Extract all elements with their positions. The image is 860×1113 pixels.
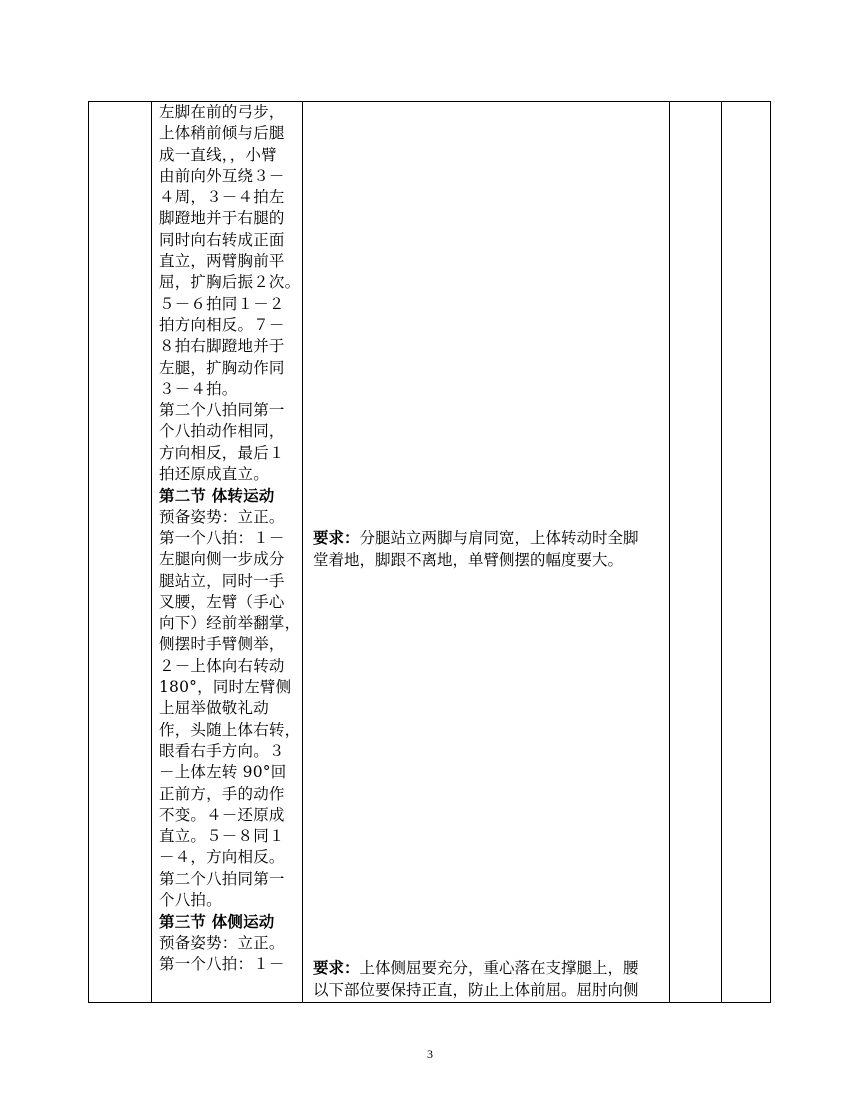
content-line: 左腿向侧一步成分 [159, 550, 285, 569]
content-line: 眼看右手方向。３ [159, 741, 285, 760]
content-line: 成一直线，，小臂 [159, 145, 277, 164]
content-line: 个八拍动作相同， [159, 422, 285, 441]
content-line: ２－上体向右转动 [159, 656, 285, 675]
content-line: 叉腰，左臂（手心 [159, 592, 285, 611]
column-divider [302, 102, 303, 1002]
requirement-text: 以下部位要保持正直，防止上体前屈。屈肘向侧 [313, 981, 639, 999]
content-line: 第二个八拍同第一 [159, 401, 285, 420]
requirement-block-1 [313, 527, 669, 571]
exercise-content-cell [151, 102, 301, 975]
content-line: 直立，两臂胸前平 [159, 252, 285, 271]
content-line: ８拍右脚蹬地并于 [159, 337, 285, 356]
content-line: 第一个八拍：１－ [159, 954, 285, 973]
content-line: 腿站立，同时一手 [159, 571, 285, 590]
content-line: 作，头随上体右转， [159, 720, 301, 739]
content-line: 预备姿势：立正。 [159, 507, 285, 526]
lesson-table [88, 101, 771, 1003]
content-line: －上体左转 90°回 [159, 763, 287, 782]
section-heading: 第三节 体侧运动 [159, 912, 275, 932]
requirement-label: 要求： [313, 958, 360, 977]
requirement-text: 分腿站立两脚与肩同宽，上体转动时全脚 [359, 529, 639, 547]
content-line: 脚蹬地并于右腿的 [159, 209, 285, 228]
content-line: 屈，扩胸后振２次。 [159, 273, 301, 292]
content-line: 个八拍。 [159, 890, 222, 909]
content-line: 拍还原成直立。 [159, 465, 269, 484]
column-divider [721, 102, 722, 1002]
content-line: ３－４拍。 [159, 379, 238, 398]
content-line: ５－６拍同１－２ [159, 294, 285, 313]
content-line: －４，方向相反。 [159, 848, 285, 867]
content-line: 正前方，手的动作 [159, 784, 285, 803]
content-line: 向下）经前举翻掌， [159, 614, 301, 633]
content-line: 第一个八拍：１－ [159, 528, 285, 547]
content-line: 直立。５－８同１ [159, 827, 285, 846]
requirement-text: 上体侧屈要充分，重心落在支撑腿上，腰 [359, 959, 639, 977]
content-line: 上体稍前倾与后腿 [159, 124, 285, 143]
content-line: 由前向外互绕３－ [159, 166, 285, 185]
requirement-text: 堂着地，脚跟不离地，单臂侧摆的幅度要大。 [313, 551, 624, 569]
column-divider [669, 102, 670, 1002]
content-line: 拍方向相反。７－ [159, 315, 285, 334]
content-line: 左脚在前的弓步， [159, 103, 285, 121]
content-line: ４周，３－４拍左 [159, 188, 285, 207]
section-heading: 第二节 体转运动 [159, 486, 275, 506]
content-line: 第二个八拍同第一 [159, 869, 285, 888]
content-line: 不变。４－还原成 [159, 805, 285, 824]
content-line: 方向相反，最后１ [159, 443, 285, 462]
content-line: 侧摆时手臂侧举， [159, 635, 285, 654]
content-line: 左腿，扩胸动作同 [159, 358, 285, 377]
requirement-label: 要求： [313, 528, 360, 547]
content-line: 180°，同时左臂侧 [159, 678, 292, 697]
content-line: 上屈举做敬礼动 [159, 699, 269, 718]
content-line: 预备姿势：立正。 [159, 933, 285, 952]
page-number: 3 [427, 1047, 433, 1061]
requirement-block-2 [313, 957, 669, 1001]
content-line: 同时向右转成正面 [159, 230, 285, 249]
